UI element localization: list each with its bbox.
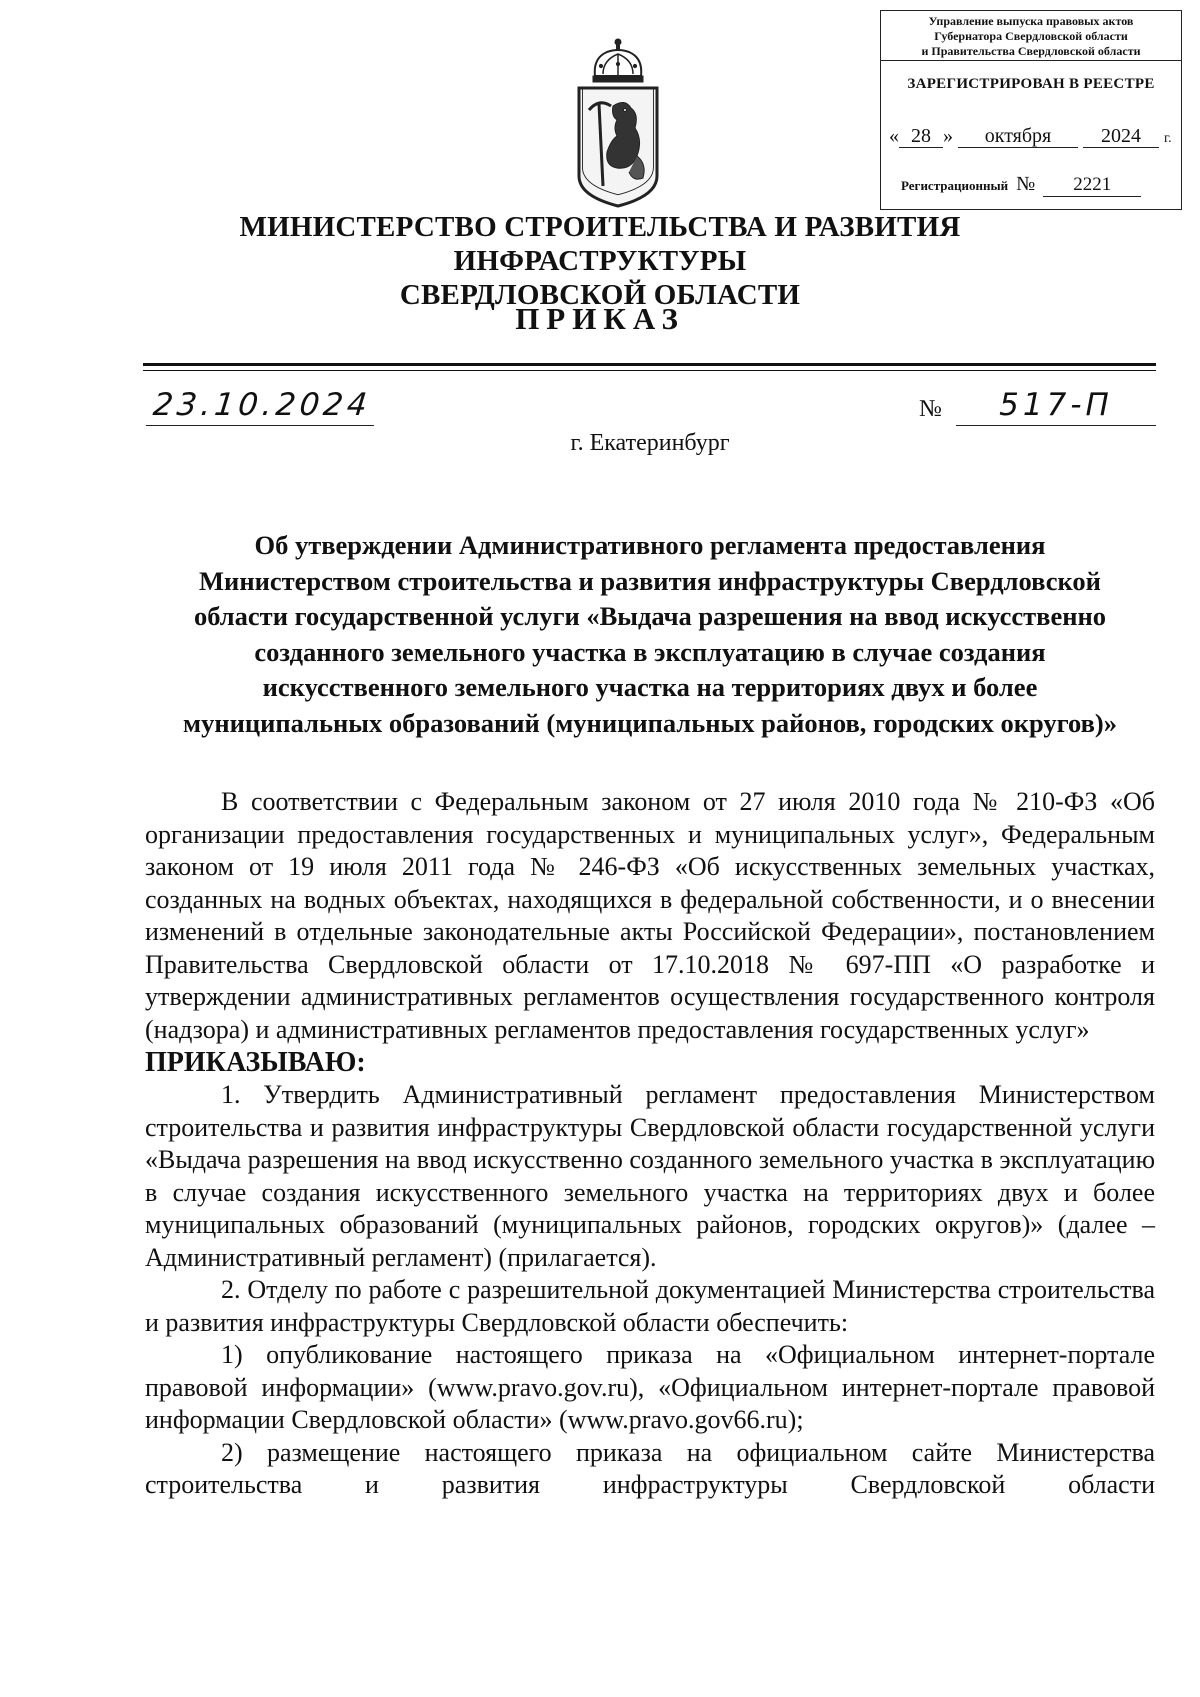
title-line: созданного земельного участка в эксплуатацию в случае создания xyxy=(254,636,1046,667)
title-line: искусственного земельного участка на территориях двух и более xyxy=(262,672,1038,702)
order-word: ПРИКАЗЫВАЮ: xyxy=(145,1047,366,1078)
stamp-date xyxy=(889,125,1175,148)
document-title xyxy=(145,528,1155,741)
body-paragraph: 1. Утвердить Административный регламент предоставления Министерством строительства и развития инфраструктуры Свердловской области государственной услуги «Выдача разрешения на ввод искусственно созданного земельного участка в эксплуатацию в случае создания искусственного земельного участка на территориях двух и более муниципальных образований (муниципальных районов, городских округов)» (далее – Административный регламент) (прилагается). xyxy=(145,1080,1155,1272)
city: г. Екатеринбург xyxy=(570,430,730,456)
coat-of-arms-icon xyxy=(573,36,663,208)
stamp-header-line: и Правительства Свердловской области xyxy=(921,44,1141,58)
stamp-header-line: Губернатора Свердловской области xyxy=(934,29,1128,43)
title-line: муниципальных образований (муниципальных районов, городских округов)» xyxy=(183,707,1117,738)
title-line: Об утверждении Административного регламента предоставления xyxy=(254,530,1046,560)
stamp-open-quote: « xyxy=(889,125,899,147)
stamp-day: 28 xyxy=(899,125,943,148)
preamble-paragraph: В соответствии с Федеральным законом от 27 июля 2010 года № 210-ФЗ «Об организации предоставления государственных и муниципальных услуг», Федеральным законом от 19 июля 2011 года № 246-ФЗ «Об искусственных земельных участках, созданных на водных объектах, находящихся в федеральной собственности, и о внесении изменений в отдельные законодательные акты Российской Федерации», постановлением Правительства Свердловской области от 17.10.2018 № 697-ПП «О разработке и утверждении административных регламентов осуществления государственного контроля (надзора) и административных регламентов предоставления государственных услуг» xyxy=(145,787,1155,1044)
order-date: 23.10.2024 xyxy=(146,385,378,426)
stamp-close-quote: » xyxy=(943,125,953,147)
stamp-header xyxy=(881,11,1181,61)
ministry-name-line: МИНИСТЕРСТВО СТРОИТЕЛЬСТВА И РАЗВИТИЯ ИНФРАСТРУКТУРЫ xyxy=(239,211,961,277)
stamp-header-line: Управление выпуска правовых актов xyxy=(928,14,1134,28)
stamp-registered-label: ЗАРЕГИСТРИРОВАН В РЕЕСТРЕ xyxy=(907,76,1155,92)
stamp-registration-number xyxy=(901,173,1175,197)
document-body xyxy=(145,786,1155,1502)
body-paragraph: 2. Отделу по работе с разрешительной документацией Министерства строительства и развития инфраструктуры Свердловской области обеспечить: xyxy=(145,1275,1155,1337)
document-type: ПРИКАЗ xyxy=(515,301,685,336)
title-line: области государственной услуги «Выдача разрешения на ввод искусственно xyxy=(193,601,1107,631)
body-paragraph: 1) опубликование настоящего приказа на «Официальном интернет-портале правовой информации» (www.pravo.gov.ru), «Официальном интернет-портале правовой информации Свердловской области» (www.pravo.gov66.ru); xyxy=(145,1340,1155,1434)
stamp-year: 2024 xyxy=(1083,125,1159,148)
stamp-reg-number: 2221 xyxy=(1043,174,1141,197)
ministry-name-line: СВЕРДЛОВСКОЙ ОБЛАСТИ xyxy=(399,279,801,311)
stamp-number-sign: № xyxy=(1016,173,1036,195)
registration-stamp xyxy=(880,10,1182,210)
header-divider-thin xyxy=(143,370,1156,371)
ministry-name xyxy=(100,210,1100,312)
body-paragraph: 2) размещение настоящего приказа на официальном сайте Министерства строительства и развития инфраструктуры Свердловской области xyxy=(145,1437,1155,1499)
order-number: 517-П xyxy=(956,385,1156,426)
stamp-month: октября xyxy=(958,125,1078,148)
stamp-year-suffix: г. xyxy=(1164,131,1172,146)
title-line: Министерством строительства и развития инфраструктуры Свердловской xyxy=(199,565,1101,596)
stamp-reg-label: Регистрационный xyxy=(901,178,1009,193)
order-number-sign: № xyxy=(919,396,942,422)
header-divider-thick xyxy=(143,363,1156,366)
